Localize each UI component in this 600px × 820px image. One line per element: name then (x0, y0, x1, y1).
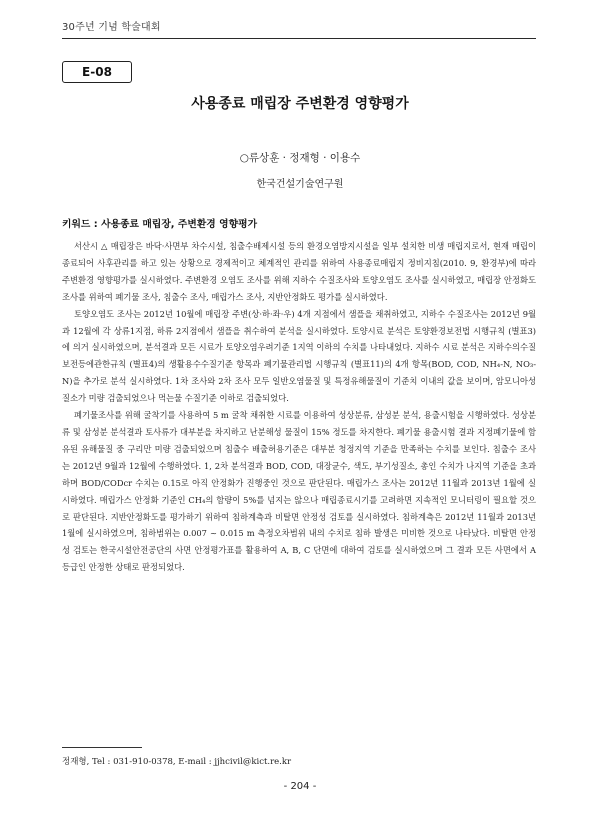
paper-authors: ○류상훈 · 정재형 · 이용수 (239, 152, 361, 164)
paper-affiliation: 한국건설기술연구원 (256, 179, 344, 190)
footnote-rule (62, 747, 142, 748)
body-paragraph-2: 토양오염도 조사는 2012년 10월에 매립장 주변(상·하·좌·우) 4개 지점에서 샘플을 채취하였고, 지하수 수질조사는 2012년 9월과 12월에 각 상류1지점, 하류 2지점에서 샘플을 취수하여 분석을 실시하였다. 토양시료 분석은 토양환경보전법 시행규칙 (별표3)에 의거 실시하였으며, 분석결과 모든 시료가 토양오염우려기준 1지역 이하의 수치를 나타내었다. 지하수 시료 분석은 지하수의수질보전등에관한규칙 (별표4)의 생활용수수질기준 항목과 폐기물관리법 시행규칙 (별표11)의 4개 항목(BOD, COD, NH₄-N, NO₃-N)을 추가로 분석 실시하였다. 1차 조사와 2차 조사 모두 일반오염물질 및 특정유해물질이 기준치 이내의 값을 보이며, 암모니아성 질소가 미량 검출되었으나 먹는물 수질기준 이하로 검출되었다. (62, 308, 536, 404)
conference-header: 30주년 기념 학술대회 (62, 22, 161, 33)
footnote-contact: 정재형, Tel : 031-910-0378, E-mail : jjhcivil@kict.re.kr (62, 757, 292, 767)
page-number: - 204 - (283, 781, 317, 792)
header-rule (62, 38, 536, 39)
paper-title: 사용종료 매립장 주변환경 영향평가 (191, 96, 409, 112)
paper-keywords: 키워드 : 사용종료 매립장, 주변환경 영향평가 (62, 219, 258, 230)
paper-body (62, 238, 536, 576)
paper-code-badge: E-08 (62, 61, 132, 83)
body-paragraph-3: 폐기물조사를 위해 굴착기를 사용하여 5 m 굴착 채취한 시료를 이용하여 성상분류, 삼성분 분석, 용출시험을 시행하였다. 성상분류 및 삼성분 분석결과 토사류가 대부분을 차지하고 난분해성 물질이 15% 정도를 차지한다. 폐기물 용출시험 결과 지정폐기물에 함유된 유해물질 중 구리만 미량 검출되었으며 침출수 배출허용기준은 대부분 청정지역 기준을 만족하는 수치를 보인다. 침출수 조사는 2012년 9월과 12월에 수행하였다. 1, 2차 분석결과 BOD, COD, 대장균수, 색도, 부기성질소, 총인 수치가 나지역 기준을 초과하며 BOD/CODcr 수치는 0.15로 아직 안정화가 진행중인 것으로 판단된다. 매립가스 조사는 2012년 11월과 2013년 1월에 실시하였다. 매립가스 안정화 기준인 CH₄의 함량이 5%를 넘지는 않으나 매립종료시기를 고려하면 지속적인 모니터링이 필요할 것으로 판단된다. 지반안정화도를 평가하기 위하여 침하계측과 비탈면 안정성 검토를 실시하였다. 침하계측은 2012년 11월과 2013년 1월에 실시하였으며, 침하범위는 0.007 ~ 0.015 m 측정오차범위 내의 수치로 침하 발생은 미비한 것으로 나타났다. 비탈면 안정성 검토는 한국시설안전공단의 사면 안정평가표를 활용하여 A, B, C 단면에 대하여 검토를 실시하였으며 그 결과 모든 사면에서 A등급인 안정한 상태로 판정되었다. (62, 410, 536, 573)
body-paragraph-1: 서산시 △ 매립장은 바닥·사면부 차수시설, 침출수배제시설 등의 환경오염방지시설을 일부 설치한 비생 매립지로서, 현재 매립이 종료되어 사후관리를 하고 있는 상황으로 경제적이고 체계적인 관리를 위하여 사용종료매립지 정비지침(2010. 9, 환경부)에 따라 주변환경 영향평가를 실시하였다. 주변환경 오염도 조사를 위해 지하수 수질조사와 토양오염도 조사를 실시하였고, 매립장 안정화도 조사를 위하여 폐기물 조사, 침출수 조사, 매립가스 조사, 지반안정화도 평가를 실시하였다. (62, 241, 536, 302)
